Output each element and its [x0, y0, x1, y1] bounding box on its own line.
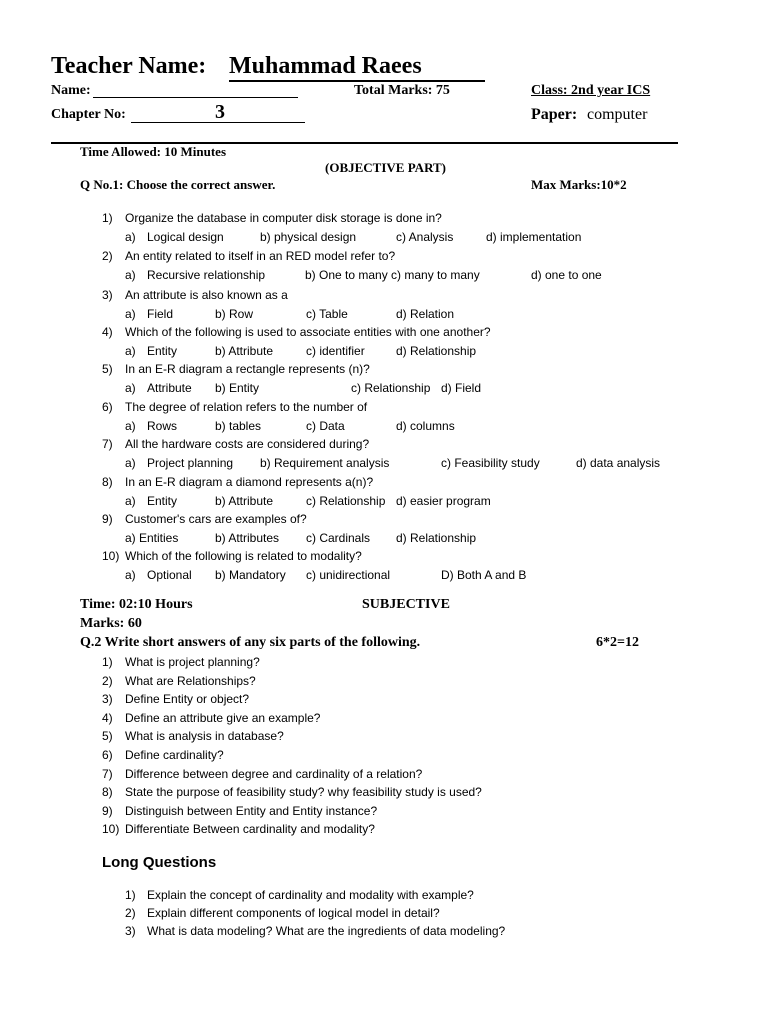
mcq-question-text: An attribute is also known as a [125, 288, 288, 302]
subjective-title: SUBJECTIVE [362, 597, 450, 612]
mcq-option: Rows [147, 419, 178, 433]
mcq-option: c) Relationship [351, 381, 431, 395]
mcq-option: b) Attribute [215, 494, 274, 508]
short-question-number: 7) [102, 766, 113, 781]
mcq-option: c) Data [306, 419, 345, 433]
mcq-question-text: In an E-R diagram a rectangle represents (n)? [125, 362, 370, 376]
mcq-option: c) Cardinals [306, 531, 371, 545]
student-name-blank[interactable] [93, 97, 298, 98]
objective-title: (OBJECTIVE PART) [325, 160, 447, 175]
mcq-question-number: 6) [102, 400, 113, 414]
mcq-option: b) Entity [215, 381, 260, 395]
mcq-option-marker: a) [125, 344, 136, 358]
mcq-option: d) columns [396, 419, 455, 433]
short-question-text: Define cardinality? [125, 748, 224, 762]
short-question-text: What is project planning? [125, 655, 260, 669]
mcq-question-text: All the hardware costs are considered during? [125, 437, 370, 451]
mcq-option-marker: a) [125, 494, 136, 508]
student-name-label: Name: [51, 83, 91, 98]
mcq-question-text: In an E-R diagram a diamond represents a(n)? [125, 475, 374, 489]
short-question-text: Distinguish between Entity and Entity instance? [125, 803, 378, 818]
mcq-option: d) implementation [486, 230, 582, 244]
mcq-option: d) Relationship [396, 531, 477, 545]
mcq-option: d) data analysis [576, 456, 661, 470]
mcq-option: b) Requirement analysis [260, 456, 390, 470]
mcq-question-text: An entity related to itself in an RED model refer to? [125, 249, 396, 263]
short-question-text: Define Entity or object? [125, 692, 250, 707]
mcq-option: d) Field [441, 381, 482, 395]
mcq-option: b) One to many c) many to many [305, 268, 480, 282]
mcq-option: c) Relationship [306, 494, 386, 508]
mcq-option: Field [147, 307, 174, 321]
short-question-text: Difference between degree and cardinality of a relation? [125, 766, 423, 781]
mcq-option: b) physical design [260, 230, 357, 244]
question-2-title: Q.2 Write short answers of any six parts of the following. [80, 635, 421, 650]
short-question-text: State the purpose of feasibility study? why feasibility study is used? [125, 785, 482, 800]
time-allowed: Time Allowed: 10 Minutes [80, 144, 227, 159]
chapter-number: 3 [215, 101, 225, 123]
subjective-marks: Marks: 60 [80, 616, 142, 631]
short-question-text: Define an attribute give an example? [125, 710, 321, 725]
short-question-number: 6) [102, 748, 113, 762]
mcq-option: Project planning [147, 456, 234, 470]
mcq-option: Attribute [147, 381, 192, 395]
mcq-question-number: 1) [102, 211, 113, 225]
mcq-option: c) identifier [306, 344, 365, 358]
mcq-option-marker: a) [125, 307, 136, 321]
long-question-text: Explain the concept of cardinality and modality with example? [147, 888, 474, 902]
mcq-option: c) Table [306, 307, 348, 321]
teacher-name-label: Teacher Name: [51, 53, 207, 79]
question-2-marks: 6*2=12 [596, 635, 639, 650]
mcq-option: Recursive relationship [147, 268, 266, 282]
mcq-question-number: 2) [102, 249, 113, 263]
short-question-number: 9) [102, 803, 113, 818]
long-question-number: 2) [125, 906, 136, 920]
mcq-question-number: 10) [102, 549, 120, 563]
short-question-text: Differentiate Between cardinality and modality? [125, 822, 375, 837]
mcq-option-marker: a) [125, 381, 136, 395]
mcq-option: b) tables [215, 419, 262, 433]
short-question-number: 1) [102, 655, 113, 669]
mcq-option-marker: a) [125, 568, 136, 582]
short-question-text: What is analysis in database? [125, 729, 284, 744]
mcq-option: d) Relation [396, 307, 455, 321]
short-question-text: What are Relationships? [125, 673, 256, 688]
long-question-text: What is data modeling? What are the ingredients of data modeling? [147, 924, 506, 938]
mcq-option-marker: a) [125, 456, 136, 470]
paper-value: computer [587, 106, 648, 123]
subjective-time: Time: 02:10 Hours [80, 597, 193, 612]
mcq-option: Logical design [147, 230, 224, 244]
short-question-number: 2) [102, 673, 113, 688]
mcq-question-number: 3) [102, 288, 113, 302]
mcq-option: Optional [147, 568, 192, 582]
mcq-option: b) Mandatory [215, 568, 286, 582]
mcq-option: D) Both A and B [441, 568, 527, 582]
mcq-question-text: Organize the database in computer disk storage is done in? [125, 211, 442, 225]
class-label: Class: 2nd year ICS [531, 83, 651, 98]
total-marks: Total Marks: 75 [354, 83, 450, 98]
mcq-question-text: Customer's cars are examples of? [125, 512, 307, 526]
short-question-number: 3) [102, 692, 113, 707]
long-question-text: Explain different components of logical model in detail? [147, 906, 440, 920]
mcq-option: b) Row [215, 307, 254, 321]
long-questions-title: Long Questions [102, 854, 217, 871]
mcq-question-text: The degree of relation refers to the number of [125, 400, 368, 414]
teacher-name-value: Muhammad Raees [229, 53, 485, 82]
short-question-number: 8) [102, 785, 113, 800]
mcq-option: b) Attribute [215, 344, 274, 358]
mcq-option: Entity [147, 344, 178, 358]
paper-label: Paper: [531, 106, 578, 123]
mcq-question-number: 9) [102, 512, 113, 526]
mcq-question-number: 7) [102, 437, 113, 451]
mcq-option: c) Analysis [396, 230, 454, 244]
short-question-number: 10) [102, 822, 120, 837]
mcq-option-marker: a) [125, 268, 136, 282]
short-question-number: 4) [102, 710, 113, 725]
short-question-number: 5) [102, 729, 113, 744]
mcq-option: c) unidirectional [306, 568, 391, 582]
mcq-question-text: Which of the following is used to associate entities with one another? [125, 325, 491, 339]
mcq-option: d) easier program [396, 494, 491, 508]
mcq-option-marker: a) [125, 230, 136, 244]
objective-max-marks: Max Marks:10*2 [531, 177, 627, 192]
mcq-question-number: 8) [102, 475, 113, 489]
mcq-question-text: Which of the following is related to modality? [125, 549, 362, 563]
mcq-option: c) Feasibility study [441, 456, 540, 470]
mcq-question-number: 4) [102, 325, 113, 339]
chapter-label: Chapter No: [51, 107, 126, 122]
mcq-option: Entity [147, 494, 178, 508]
question-1-title: Q No.1: Choose the correct answer. [80, 177, 276, 192]
mcq-option: b) Attributes [215, 531, 280, 545]
long-question-number: 3) [125, 924, 136, 938]
long-question-number: 1) [125, 888, 136, 902]
mcq-option: d) one to one [531, 268, 602, 282]
mcq-option: d) Relationship [396, 344, 477, 358]
mcq-option-marker: a) [125, 419, 136, 433]
mcq-question-number: 5) [102, 362, 113, 376]
mcq-option-marker: a) Entities [125, 531, 179, 545]
